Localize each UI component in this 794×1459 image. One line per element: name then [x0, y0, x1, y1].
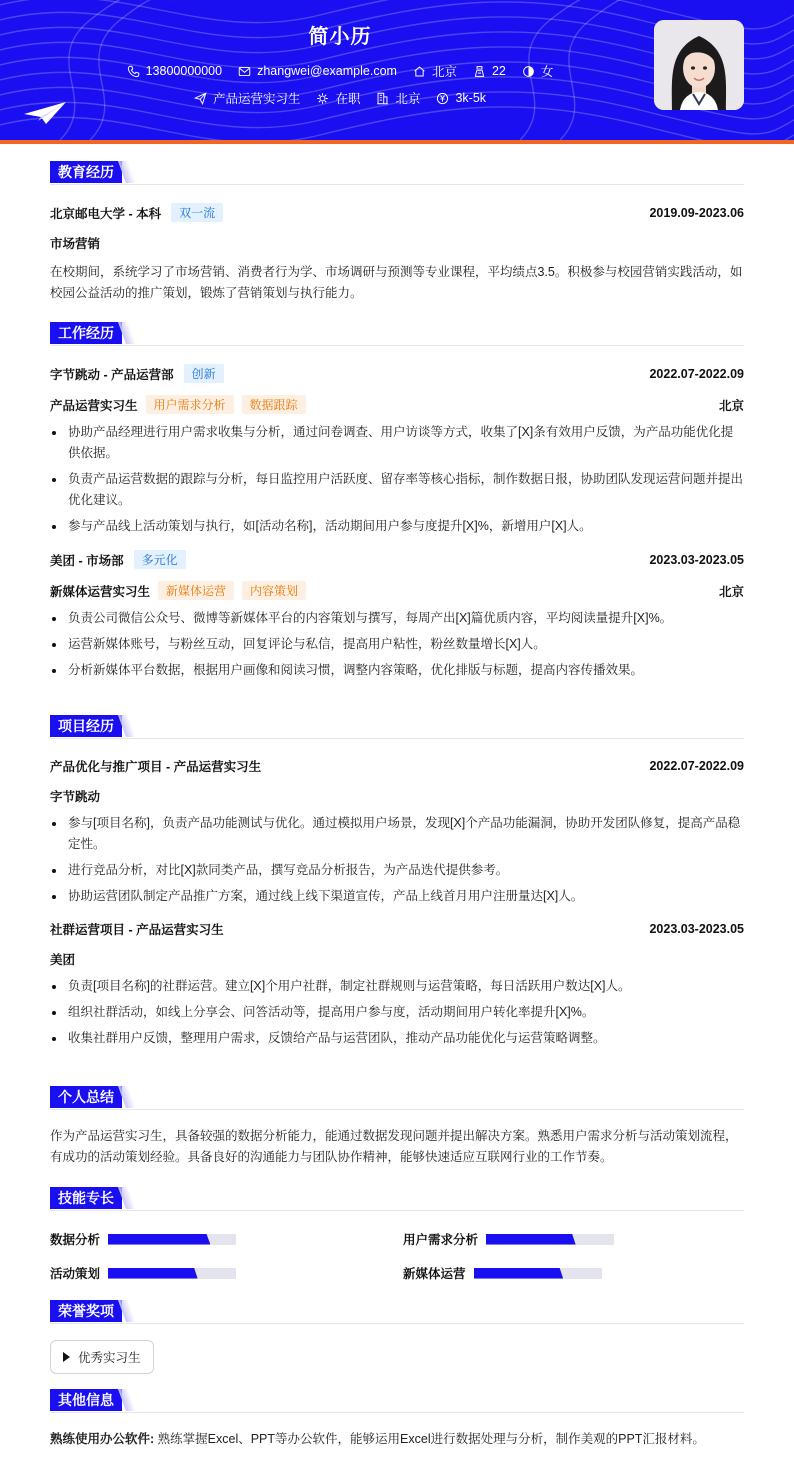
- education-section: [50, 161, 744, 304]
- job-bullets: [50, 608, 744, 681]
- list-item: 参与产品线上活动策划与执行，如[活动名称]，活动期间用户参与度提升[X]%，新增用户[X]人。: [50, 516, 744, 537]
- skill-name: 数据分析: [50, 1233, 101, 1247]
- section-title: [50, 1300, 744, 1324]
- phone-item: [127, 64, 222, 78]
- list-item: 进行竞品分析，对比[X]款同类产品，撰写竞品分析报告，为产品迭代提供参考。: [50, 860, 744, 881]
- list-item: 组织社群活动，如线上分享会、问答活动等，提高用户参与度，活动期间用户转化率提升[X]%。: [50, 1002, 744, 1023]
- city-item: [413, 62, 457, 80]
- gender-text: 女: [540, 65, 554, 79]
- job-location: 北京: [718, 584, 744, 599]
- skill-level-fill: [486, 1234, 576, 1245]
- city-text: 北京: [431, 65, 457, 79]
- list-item: 收集社群用户反馈，整理用户需求，反馈给产品与运营团队，推动产品功能优化与运营策略调整。: [50, 1028, 744, 1049]
- project-name: 社群运营项目 - 产品运营实习生: [50, 923, 224, 937]
- job-role-row: [50, 581, 744, 600]
- skill-name: 新媒体运营: [403, 1267, 466, 1281]
- status-text: 在职: [335, 92, 361, 106]
- email-item: [238, 64, 397, 78]
- position-text: 产品运营实习生: [212, 92, 301, 106]
- skill-item: [50, 1264, 236, 1282]
- list-item: 负责产品运营数据的跟踪与分析，每日监控用户活跃度、留存率等核心指标，制作数据日报，协助团队发现运营问题并提出优化建议。: [50, 469, 744, 511]
- project-header: [50, 920, 744, 938]
- profile-photo: [654, 20, 744, 110]
- award-item: [50, 1340, 154, 1374]
- list-item: 负责[项目名称]的社群运营。建立[X]个用户社群，制定社群规则与运营策略，每日活跃用户数达[X]人。: [50, 976, 744, 997]
- home-icon: [413, 65, 426, 78]
- user-icon: [473, 65, 486, 78]
- school-badge: 双一流: [171, 203, 223, 222]
- project-org-row: [50, 787, 744, 805]
- skill-level-fill: [108, 1268, 198, 1279]
- resume-header: [0, 0, 794, 140]
- project-org: 字节跳动: [50, 790, 101, 804]
- list-item: 参与[项目名称]，负责产品功能测试与优化。通过模拟用户场景，发现[X]个产品功能漏洞，协助开发团队修复，提高产品稳定性。: [50, 813, 744, 855]
- section-title-label: 工作经历: [50, 322, 122, 344]
- job-company: 字节跳动 - 产品运营部: [50, 367, 174, 382]
- status-icon: [316, 92, 329, 105]
- section-title-label: 项目经历: [50, 715, 122, 737]
- project-date: 2022.07-2022.09: [649, 759, 744, 773]
- job-location: 北京: [718, 398, 744, 413]
- summary-text: 作为产品运营实习生，具备较强的数据分析能力，能通过数据发现问题并提出解决方案。熟悉用户需求分析与活动策划流程，有成功的活动策划经验。具备良好的沟通能力与团队协作精神，能够快速适应互联网行业的工作节奏。: [50, 1129, 738, 1164]
- project-bullets: [50, 976, 744, 1049]
- candidate-name: 简小历: [308, 26, 372, 48]
- skill-item: [403, 1264, 602, 1282]
- education-date: 2019.09-2023.06: [649, 205, 744, 220]
- other-info-label: 熟练使用办公软件:: [50, 1432, 155, 1446]
- job-header: [50, 364, 744, 383]
- job-tag: 新媒体运营: [158, 581, 234, 600]
- email-text: zhangwei@example.com: [257, 64, 397, 78]
- job-entry: [50, 364, 744, 537]
- projects-section: [50, 715, 744, 1054]
- job-bullets: [50, 422, 744, 537]
- education-header: [50, 203, 744, 222]
- section-title: [50, 1086, 744, 1110]
- other-section: [50, 1389, 744, 1450]
- skills-section: [50, 1187, 744, 1285]
- project-entry: [50, 757, 744, 907]
- skill-name: 用户需求分析: [403, 1233, 479, 1247]
- work-city-item: [376, 89, 420, 107]
- job-tag: 数据跟踪: [242, 395, 306, 414]
- skill-level-bar: [474, 1268, 602, 1279]
- work-city-text: 北京: [395, 92, 421, 106]
- list-item: 负责公司微信公众号、微博等新媒体平台的内容策划与撰写，每周产出[X]篇优质内容，平均阅读量提升[X]%。: [50, 608, 744, 629]
- salary-text: 3k-5k: [455, 91, 487, 105]
- section-title: [50, 322, 744, 346]
- school-name: 北京邮电大学 - 本科: [50, 206, 162, 221]
- building-icon: [376, 92, 389, 105]
- job-header: [50, 550, 744, 569]
- job-badge: 创新: [184, 364, 224, 383]
- section-title: [50, 715, 744, 739]
- job-company: 美团 - 市场部: [50, 553, 124, 568]
- phone-icon: [127, 65, 140, 78]
- contact-row: [0, 62, 680, 80]
- major-row: [50, 234, 744, 252]
- skill-item: [50, 1230, 236, 1248]
- job-role-row: [50, 395, 744, 414]
- section-title: [50, 161, 744, 185]
- age-text: 22: [491, 64, 506, 78]
- job-tag: 内容策划: [242, 581, 306, 600]
- list-item: 协助运营团队制定产品推广方案，通过线上线下渠道宣传，产品上线首月用户注册量达[X]人。: [50, 886, 744, 907]
- skill-level-fill: [474, 1268, 564, 1279]
- skill-item: [403, 1230, 614, 1248]
- list-item: 分析新媒体平台数据，根据用户画像和阅读习惯，调整内容策略，优化排版与标题，提高内容传播效果。: [50, 660, 744, 681]
- job-role: 新媒体运营实习生: [50, 584, 151, 599]
- job-date: 2023.03-2023.05: [649, 552, 744, 567]
- section-title-label: 荣誉奖项: [50, 1300, 122, 1322]
- education-description: 在校期间，系统学习了市场营销、消费者行为学、市场调研与预测等专业课程，平均绩点3.5。积极参与校园营销实践活动，如校园公益活动的推广策划，锻炼了营销策划与执行能力。: [50, 265, 743, 300]
- skill-level-bar: [108, 1234, 236, 1245]
- project-date: 2023.03-2023.05: [649, 922, 744, 936]
- project-header: [50, 757, 744, 775]
- age-item: [473, 64, 506, 78]
- skill-level-bar: [486, 1234, 614, 1245]
- paper-plane-icon: [24, 100, 66, 126]
- section-title: [50, 1187, 744, 1211]
- section-title-label: 教育经历: [50, 161, 122, 183]
- awards-section: [50, 1300, 744, 1374]
- work-section: [50, 322, 744, 686]
- triangle-bullet-icon: [63, 1352, 70, 1362]
- project-org: 美团: [50, 953, 76, 967]
- status-item: [316, 89, 360, 107]
- list-item: 协助产品经理进行用户需求收集与分析，通过问卷调查、用户访谈等方式，收集了[X]条有效用户反馈，为产品功能优化提供依据。: [50, 422, 744, 464]
- project-entry: [50, 920, 744, 1049]
- project-org-row: [50, 950, 744, 968]
- section-title-label: 个人总结: [50, 1086, 122, 1108]
- summary-section: [50, 1086, 744, 1168]
- skill-name: 活动策划: [50, 1267, 101, 1281]
- send-icon: [194, 92, 207, 105]
- other-info-text: 熟练掌握Excel、PPT等办公软件，能够运用Excel进行数据处理与分析，制作美观的PPT汇报材料。: [157, 1432, 705, 1446]
- salary-item: [436, 91, 486, 105]
- mail-icon: [238, 65, 251, 78]
- job-badge: 多元化: [134, 550, 186, 569]
- skill-level-bar: [108, 1268, 236, 1279]
- section-title: [50, 1389, 744, 1413]
- project-name: 产品优化与推广项目 - 产品运营实习生: [50, 760, 262, 774]
- section-title-label: 其他信息: [50, 1389, 122, 1411]
- job-tag: 用户需求分析: [146, 395, 234, 414]
- salary-icon: [436, 92, 449, 105]
- header-accent-stripe: [0, 140, 794, 144]
- position-item: [194, 89, 301, 107]
- awards-list: [50, 1340, 744, 1374]
- skill-level-fill: [108, 1234, 210, 1245]
- job-entry: [50, 550, 744, 681]
- job-date: 2022.07-2022.09: [649, 366, 744, 381]
- phone-text: 13800000000: [145, 64, 223, 78]
- list-item: 运营新媒体账号，与粉丝互动，回复评论与私信，提高用户粘性，粉丝数量增长[X]人。: [50, 634, 744, 655]
- section-title-label: 技能专长: [50, 1187, 122, 1209]
- job-role: 产品运营实习生: [50, 398, 138, 413]
- gender-icon: [522, 65, 535, 78]
- other-info: [50, 1429, 744, 1450]
- gender-item: [522, 62, 554, 80]
- project-bullets: [50, 813, 744, 907]
- job-intent-row: [0, 89, 680, 107]
- major-name: 市场营销: [50, 237, 101, 251]
- award-name: 优秀实习生: [78, 1351, 141, 1365]
